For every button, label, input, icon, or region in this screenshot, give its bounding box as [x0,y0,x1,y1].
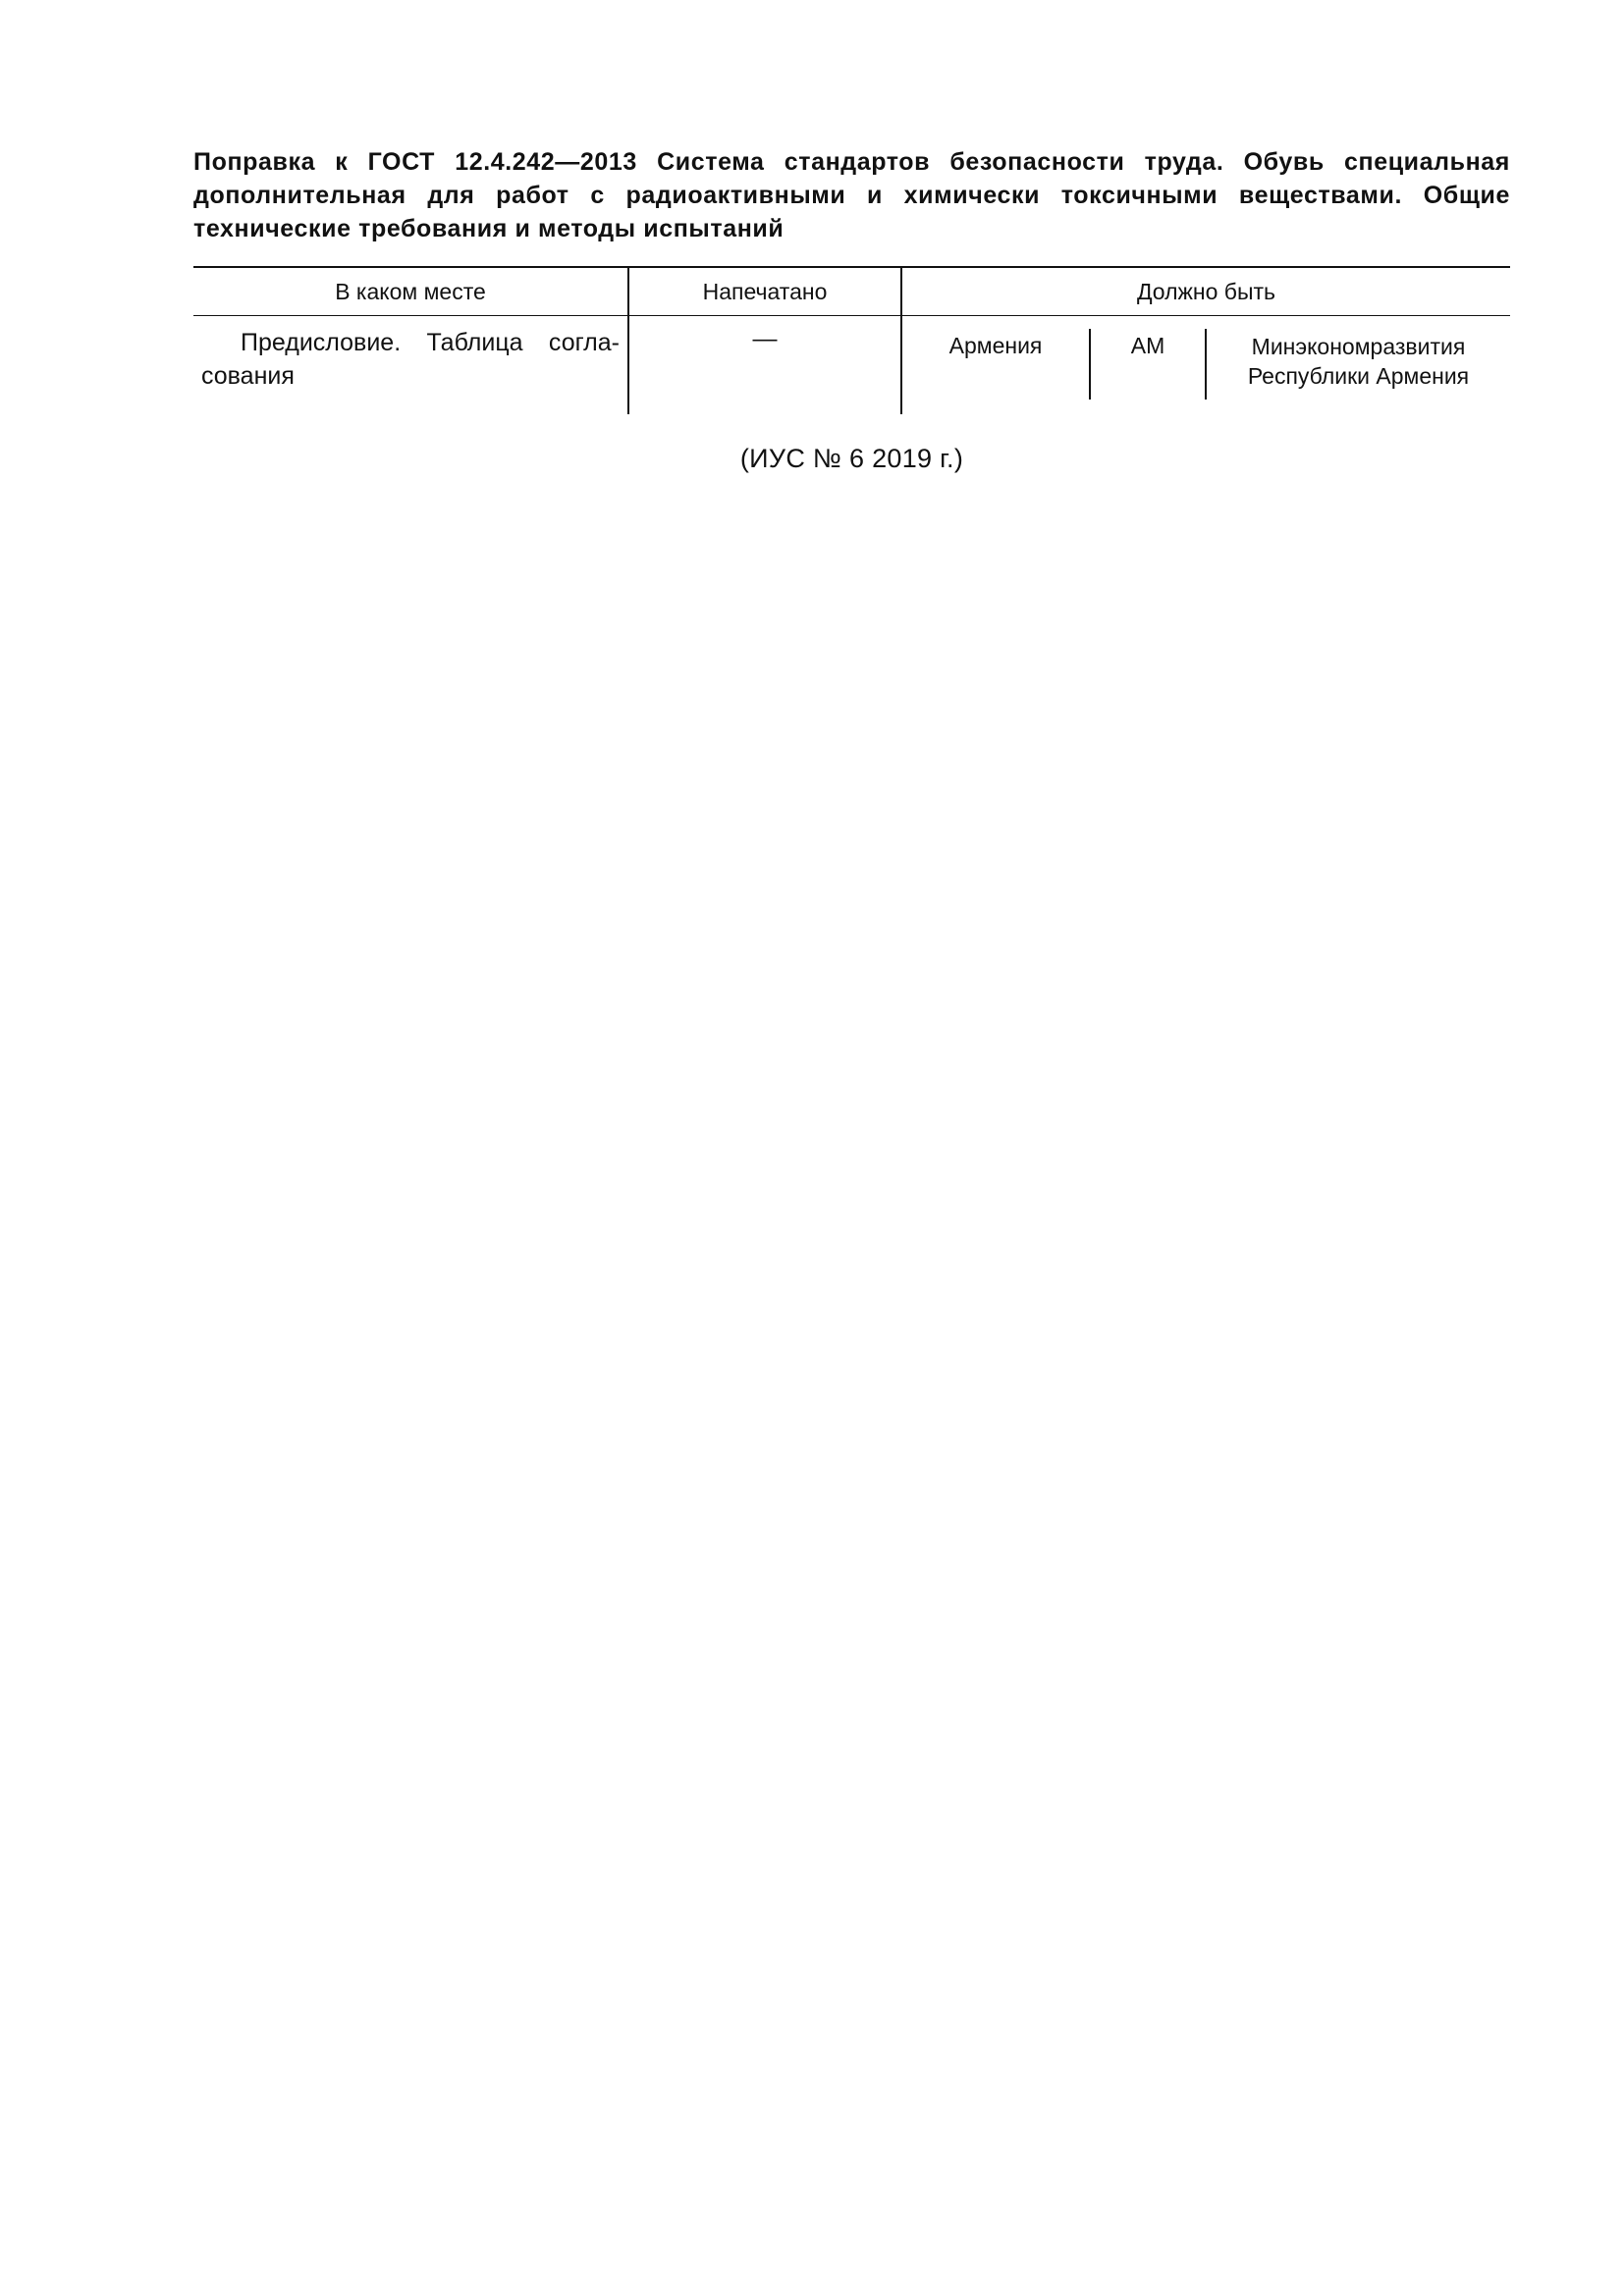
publication-note: (ИУС № 6 2019 г.) [739,444,964,473]
document-title: Поправка к ГОСТ 12.4.242—2013 Система стандартов безопасности труда. Обувь специальная дополнительная для работ с радиоактивными и химически токсичными веществами. Общие технические требования и методы испытаний [193,148,1510,242]
cell-should-be [901,316,1510,415]
place-text: Предисловие. Таблица согласования [201,329,620,390]
header-should-be: Должно быть [901,267,1510,316]
table-header-row [193,267,1510,316]
header-printed: Напечатано [628,267,901,316]
header-place: В каком месте [193,267,628,316]
document-page [193,145,1510,474]
amendment-table-wrapper [193,266,1510,414]
should-be-code: AM [1091,329,1207,400]
printed-text: — [752,325,778,352]
should-be-group [902,316,1510,400]
table-row [193,316,1510,415]
cell-printed [628,316,901,415]
should-be-organization: Минэкономразвития Республики Армения [1247,334,1470,389]
amendment-table [193,266,1510,414]
cell-place [193,316,628,415]
should-be-country: Армения [902,329,1091,400]
